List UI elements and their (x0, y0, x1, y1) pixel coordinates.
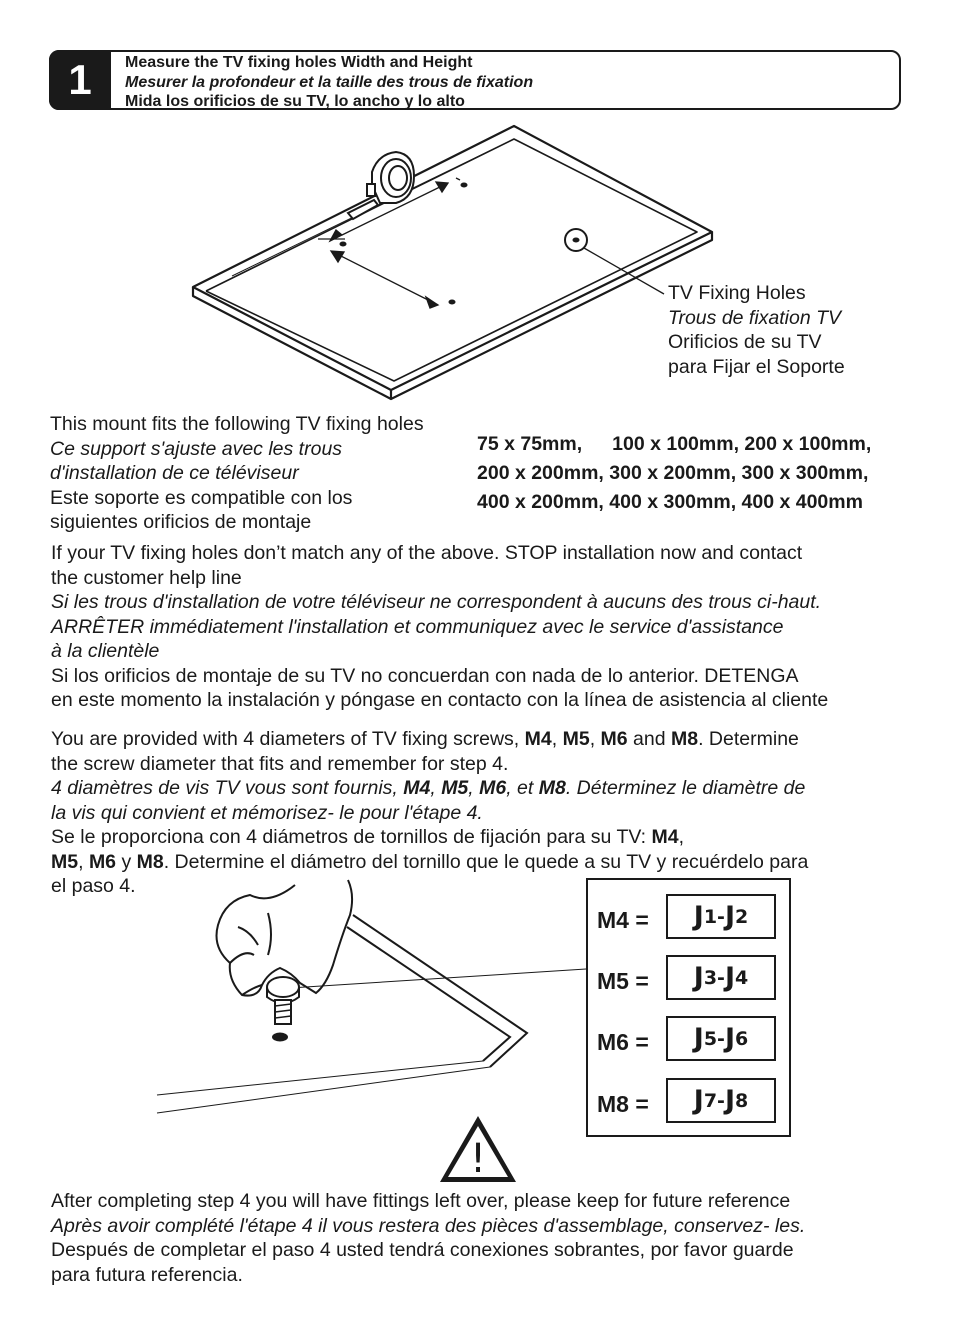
code-label-m8: M8 = (597, 1091, 649, 1117)
hand-screw-illustration (150, 875, 590, 1125)
screw-paragraph (51, 727, 808, 899)
footer-es-1: Después de completar el paso 4 usted tendrá conexiones sobrantes, por favor guarde (51, 1239, 794, 1261)
screw-fr-1: 4 diamètres de vis TV vous sont fournis, M4, M5, M6, et M8. Déterminez le diamètre de (51, 777, 806, 799)
code-box-m8: J 7 - J 8 (666, 1078, 776, 1123)
stop-en-1: If your TV fixing holes don’t match any of the above. STOP installation now and contact (51, 542, 803, 564)
sizes-row-1 (477, 430, 871, 459)
code-label-m4: M4 = (597, 907, 649, 933)
step-number: 1 (49, 50, 111, 110)
footer-en: After completing step 4 you will have fittings left over, please keep for future reference (51, 1190, 791, 1212)
footer-note (51, 1189, 805, 1287)
compat-fr-2: d'installation de ce téléviseur (50, 462, 299, 484)
sizes-100: 100 x 100mm, 200 x 100mm, (612, 433, 872, 455)
compat-en: This mount fits the following TV fixing holes (50, 413, 424, 435)
warning-symbol: ! (469, 1136, 487, 1182)
hole-sizes (477, 430, 871, 517)
step-title-fr: Mesurer la profondeur et la taille des trous de fixation (125, 73, 534, 91)
callout-line-es-2: para Fijar el Soporte (668, 355, 845, 378)
stop-paragraph (51, 541, 828, 713)
screw-code-table (586, 878, 791, 1137)
code-box-m6: J 5 - J 6 (666, 1016, 776, 1061)
screw-es-2: M5, M6 y M8. Determine el diámetro del tornillo que le quede a su TV y recuérdelo para (51, 850, 809, 873)
screw-es-1: Se le proporciona con 4 diámetros de tornillos de fijación para su TV: M4, (51, 826, 685, 848)
compat-es-1: Este soporte es compatible con los (50, 486, 353, 509)
warning-icon (437, 1113, 519, 1185)
footer-fr: Après avoir complété l'étape 4 il vous restera des pièces d'assemblage, conservez- les. (51, 1214, 806, 1237)
code-label-m5: M5 = (597, 968, 649, 994)
compat-es-2: siguientes orificios de montaje (50, 511, 312, 533)
stop-fr-2: ARRÊTER immédiatement l'installation et communiquez avec le service d'assistance (51, 615, 784, 638)
stop-fr-1: Si les trous d'installation de votre téléviseur ne correspondent à aucuns des trous ci-haut. (51, 591, 822, 613)
compatibility-text (50, 412, 424, 535)
step-title-es: Mida los orificios de su TV, lo ancho y lo alto (125, 93, 465, 110)
footer-es-2: para futura referencia. (51, 1263, 243, 1286)
stop-fr-3: à la clientèle (51, 640, 160, 662)
callout-line-es-1: Orificios de su TV (668, 331, 822, 353)
size-75: 75 x 75mm, (477, 433, 583, 455)
code-box-m4: J 1 - J 2 (666, 894, 776, 939)
stop-es-2: en este momento la instalación y póngase en contacto con la línea de asistencia al cliente (51, 689, 829, 711)
sizes-row-3: 400 x 200mm, 400 x 300mm, 400 x 400mm (477, 491, 863, 513)
stop-es-1: Si los orificios de montaje de su TV no concuerdan con nada de lo anterior. DETENGA (51, 664, 799, 687)
screw-es-3: el paso 4. (51, 875, 136, 897)
screw-en-2: the screw diameter that fits and remember for step 4. (51, 752, 509, 775)
screw-fr-2: la vis qui convient et mémorisez- le pour l'étape 4. (51, 801, 483, 824)
compat-fr-1: Ce support s'ajuste avec les trous (50, 437, 343, 460)
callout-label (668, 281, 845, 379)
step-title-en: Measure the TV fixing holes Width and Height (125, 54, 473, 71)
code-label-m6: M6 = (597, 1029, 649, 1055)
stop-en-2: the customer help line (51, 566, 242, 589)
callout-line-en: TV Fixing Holes (668, 282, 806, 304)
code-box-m5: J 3 - J 4 (666, 955, 776, 1000)
callout-line-fr: Trous de fixation TV (668, 306, 842, 329)
fixing-hole (272, 1033, 288, 1042)
sizes-row-2: 200 x 200mm, 300 x 200mm, 300 x 300mm, (477, 462, 869, 484)
screw-en-1: You are provided with 4 diameters of TV fixing screws, M4, M5, M6 and M8. Determine (51, 728, 799, 750)
